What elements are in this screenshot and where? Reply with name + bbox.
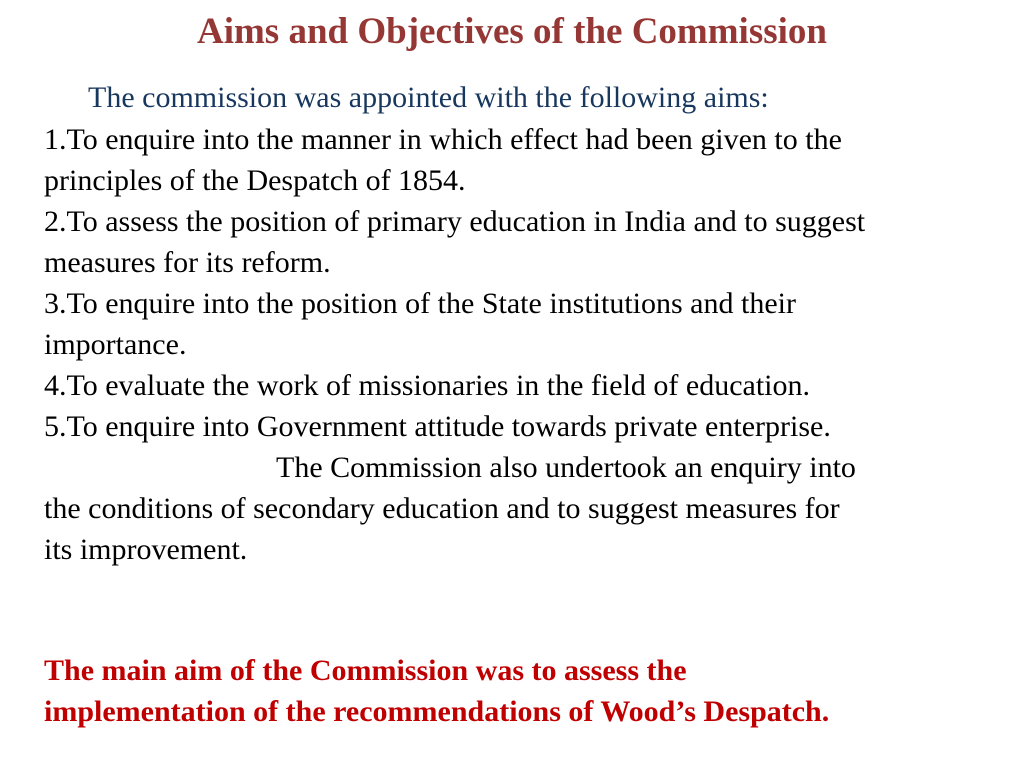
main-aim-conclusion bbox=[44, 650, 1004, 732]
aim-3-line-1: 3.To enquire into the position of the State institutions and their bbox=[44, 287, 796, 320]
aim-4-line-1: 4.To evaluate the work of missionaries in the field of education. bbox=[44, 369, 811, 402]
conclusion-line-2: implementation of the recommendations of Wood’s Despatch. bbox=[44, 695, 830, 728]
secondary-enquiry-line-3: its improvement. bbox=[44, 533, 248, 566]
aim-5-line-1: 5.To enquire into Government attitude towards private enterprise. bbox=[44, 410, 831, 443]
intro-text: The commission was appointed with the following aims: bbox=[88, 81, 769, 114]
secondary-enquiry-line-1: The Commission also undertook an enquiry into bbox=[276, 451, 856, 484]
conclusion-line-1: The main aim of the Commission was to assess the bbox=[44, 654, 687, 687]
aim-2-line-2: measures for its reform. bbox=[44, 246, 331, 279]
aim-1-line-1: 1.To enquire into the manner in which effect had been given to the bbox=[44, 123, 842, 156]
aim-1-line-2: principles of the Despatch of 1854. bbox=[44, 164, 466, 197]
aims-list bbox=[44, 119, 1004, 570]
secondary-enquiry-line-2: the conditions of secondary education and to suggest measures for bbox=[44, 492, 840, 525]
aim-2-line-1: 2.To assess the position of primary education in India and to suggest bbox=[44, 205, 866, 238]
slide-title: Aims and Objectives of the Commission bbox=[196, 11, 827, 52]
aim-3-line-2: importance. bbox=[44, 328, 187, 361]
